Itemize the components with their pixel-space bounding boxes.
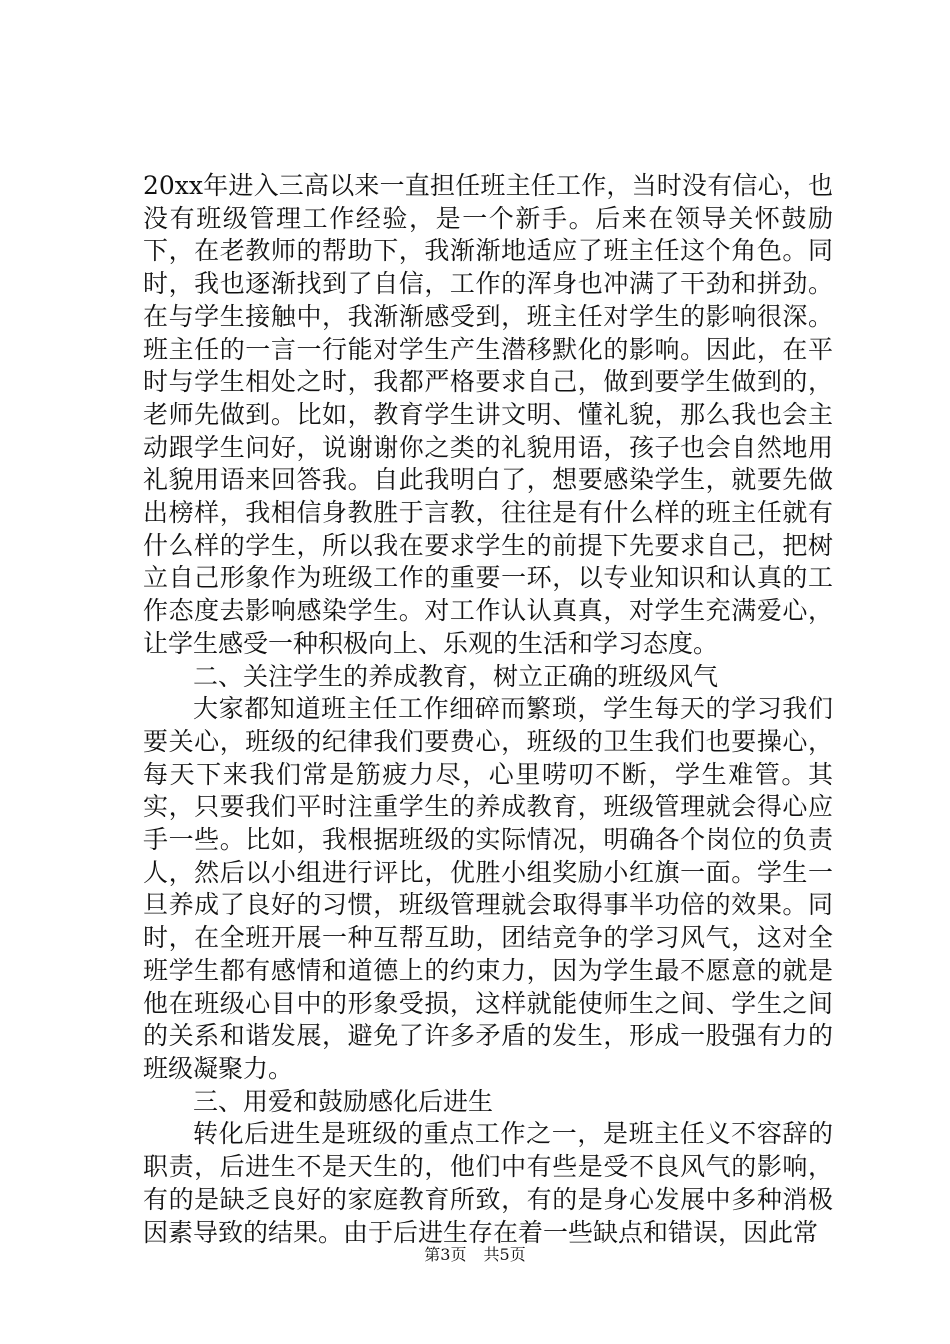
document-body	[143, 170, 833, 1249]
paragraph-underachievers: 转化后进生是班级的重点工作之一，是班主任义不容辞的职责，后进生不是天生的，他们中有些是受不良风气的影响，有的是缺乏良好的家庭教育所致，有的是身心发展中多种消极因素导致的结果。由于后进生存在着一些缺点和错误，因此常	[143, 1119, 833, 1247]
page-number: 第3页	[424, 1245, 467, 1264]
page-footer	[0, 1245, 950, 1265]
section-heading-underachievers: 三、用爱和鼓励感化后进生	[193, 1086, 494, 1116]
paragraph-habit-education: 大家都知道班主任工作细碎而繁琐，学生每天的学习我们要关心，班级的纪律我们要费心，班级的卫生我们也要操心，每天下来我们常是筋疲力尽，心里唠叨不断，学生难管。其实，只要我们平时注重学生的养成教育，班级管理就会得心应手一些。比如，我根据班级的实际情况，明确各个岗位的负责人，然后以小组进行评比，优胜小组奖励小红旗一面。学生一旦养成了良好的习惯，班级管理就会取得事半功倍的效果。同时，在全班开展一种互帮互助，团结竞争的学习风气，这对全班学生都有感情和道德上的约束力，因为学生最不愿意的就是他在班级心目中的形象受损，这样就能使师生之间、学生之间的关系和谐发展，避免了许多矛盾的发生，形成一股强有力的班级凝聚力。	[143, 694, 833, 1083]
section-heading-habit-education: 二、关注学生的养成教育，树立正确的班级风气	[193, 661, 719, 691]
paragraph-role-model: 20xx年进入三高以来一直担任班主任工作，当时没有信心，也没有班级管理工作经验，是一个新手。后来在领导关怀鼓励下，在老教师的帮助下，我渐渐地适应了班主任这个角色。同时，我也逐渐找到了自信，工作的浑身也冲满了干劲和拼劲。在与学生接触中，我渐渐感受到，班主任对学生的影响很深。班主任的一言一行能对学生产生潜移默化的影响。因此，在平时与学生相处之时，我都严格要求自己，做到要学生做到的，老师先做到。比如，教育学生讲文明、懂礼貌，那么我也会主动跟学生问好，说谢谢你之类的礼貌用语，孩子也会自然地用礼貌用语来回答我。自此我明白了，想要感染学生，就要先做出榜样，我相信身教胜于言教，往往是有什么样的班主任就有什么样的学生，所以我在要求学生的前提下先要求自己，把树立自己形象作为班级工作的重要一环，以专业知识和认真的工作态度去影响感染学生。对工作认认真真，对学生充满爱心，让学生感受一种积极向上、乐观的生活和学习态度。	[143, 171, 833, 658]
page-total: 共5页	[483, 1245, 526, 1264]
